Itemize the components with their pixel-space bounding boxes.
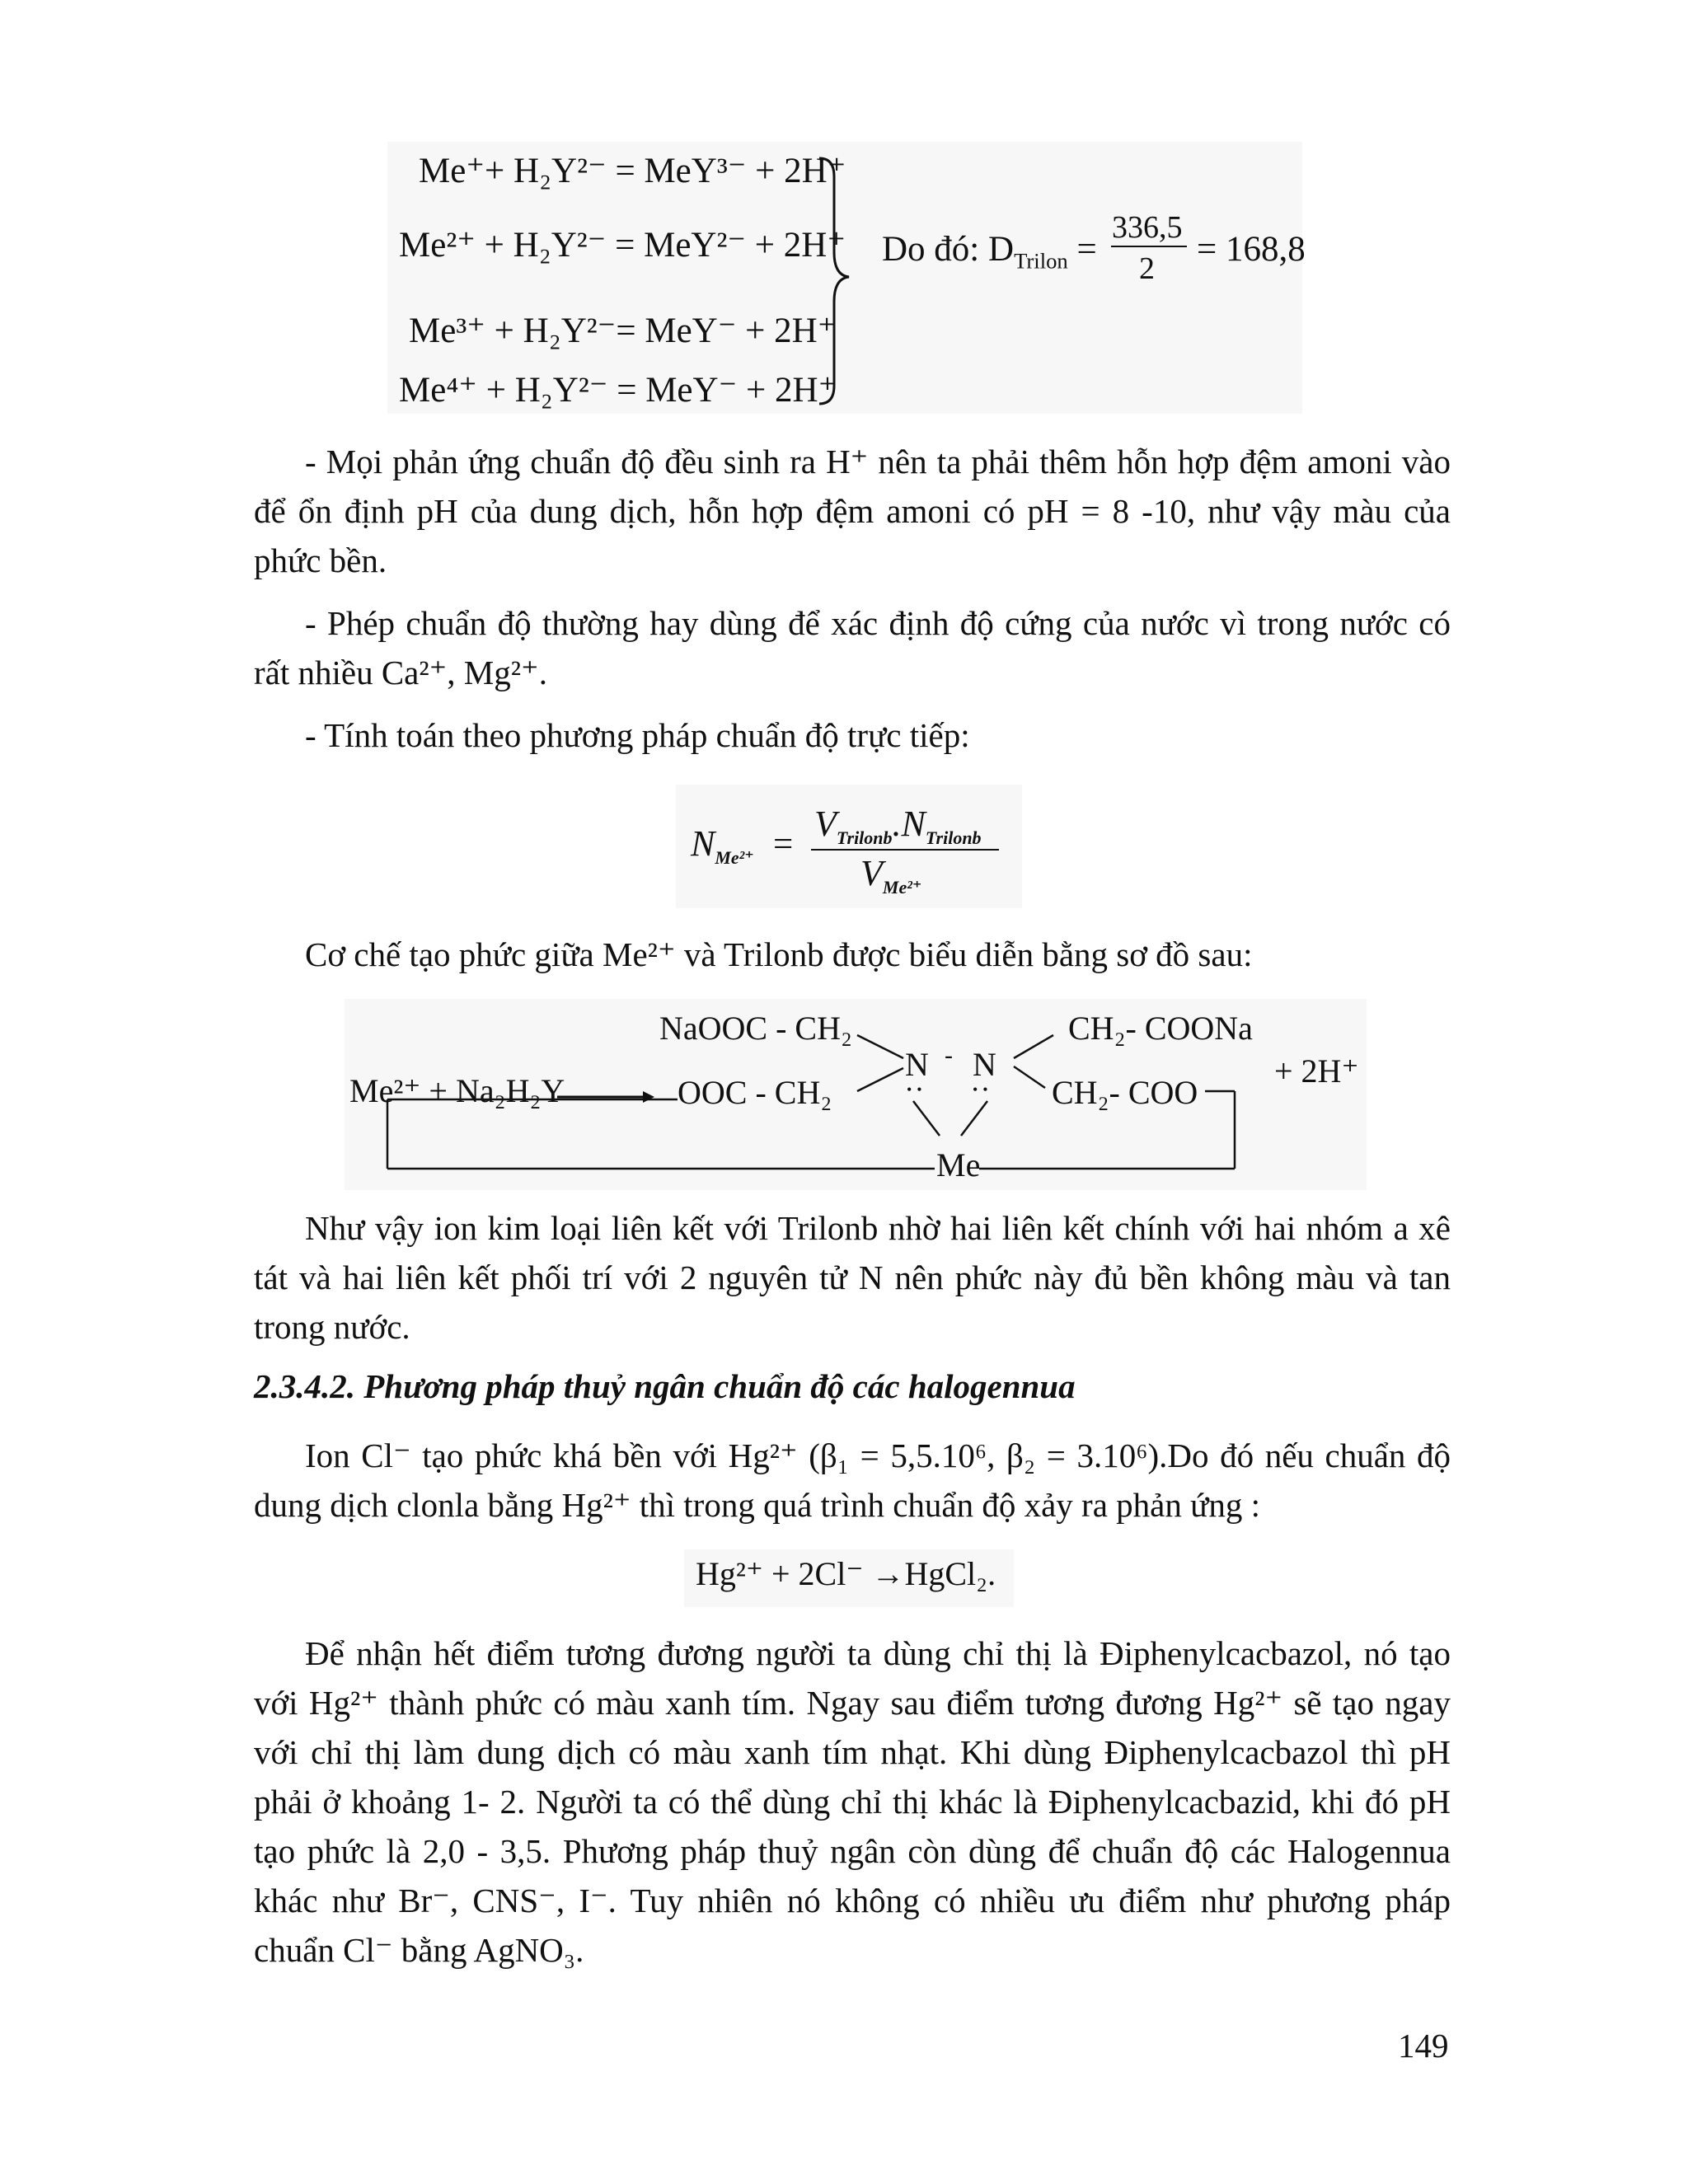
formula-lhs: $N_{Me^{2+}}$ bbox=[691, 823, 754, 868]
scheme-n-right: N bbox=[973, 1046, 996, 1083]
text-block-3 bbox=[254, 1203, 1451, 1352]
fraction-numerator: 336,5 bbox=[1112, 210, 1183, 245]
paragraph-chloride-ion: Ion Cl⁻ tạo phức khá bền với Hg²⁺ (β₁ = 5,5.10⁶, β₂ = 3.10⁶).Do đó nếu chuẩn độ dung dịch clonla bằng Hg²⁺ thì trong quá trình chuẩn độ xảy ra phản ứng : bbox=[254, 1436, 1451, 1524]
scheme-top-right: CH₂- COONa bbox=[1068, 1010, 1253, 1047]
equation-line-3: Me³⁺ + H₂Y²⁻= MeY⁻ + 2H⁺ bbox=[409, 312, 837, 350]
equation-line-1: Me⁺+ H₂Y²⁻ = MeY³⁻ + 2H⁺ bbox=[419, 152, 846, 190]
scheme-n-left: N bbox=[905, 1046, 929, 1083]
fraction-bar bbox=[1111, 246, 1187, 247]
formula-bar bbox=[811, 849, 999, 851]
paragraph-complex-stability: Như vậy ion kim loại liên kết với Trilonb nhờ hai liên kết chính với hai nhóm a xê tát và hai liên kết phối trí với 2 nguyên tử N nên phức này đủ bền không màu và tan trong nước. bbox=[254, 1209, 1451, 1346]
scheme-bonds bbox=[345, 999, 1367, 1190]
text-block-5 bbox=[254, 1629, 1451, 1975]
paragraph-buffer: - Mọi phản ứng chuẩn độ đều sinh ra H⁺ nên ta phải thêm hỗn hợp đệm amoni vào để ổn định pH của dung dịch, hỗn hợp đệm amoni có pH = 8 -10, như vậy màu của phức bền. bbox=[254, 443, 1451, 579]
scheme-dash: - bbox=[945, 1042, 953, 1069]
scheme-top-left: NaOOC - CH₂ bbox=[659, 1010, 852, 1047]
page-number: 149 bbox=[1398, 2027, 1449, 2064]
result-value: = 168,8 bbox=[1197, 230, 1306, 269]
formula-denominator: $V_{Me^{2+}}$ bbox=[860, 853, 922, 898]
equation-line-4: Me⁴⁺ + H₂Y²⁻ = MeY⁻ + 2H⁺ bbox=[399, 371, 837, 410]
paragraph-calculation: - Tính toán theo phương pháp chuẩn độ trực tiếp: bbox=[305, 716, 970, 754]
brace-icon bbox=[816, 153, 857, 409]
scheme-metal: Me bbox=[936, 1146, 981, 1183]
hg-reaction: Hg²⁺ + 2Cl⁻ →HgCl₂. bbox=[696, 1555, 996, 1592]
equation-line-2: Me²⁺ + H₂Y²⁻ = MeY²⁻ + 2H⁺ bbox=[399, 226, 846, 265]
text-block-2 bbox=[254, 930, 1451, 979]
section-heading: 2.3.4.2. Phương pháp thuỷ ngân chuẩn độ các halogennua bbox=[254, 1367, 1076, 1405]
conclusion-label: Do đó: $D_{Trilon}$ = bbox=[882, 230, 1097, 274]
fraction-denominator: 2 bbox=[1139, 251, 1155, 286]
formula-numerator: $V_{Trilonb}.N_{Trilonb}$ bbox=[814, 804, 982, 848]
text-block-4 bbox=[254, 1431, 1451, 1530]
scheme-bottom-right: CH₂- COO bbox=[1052, 1074, 1198, 1111]
lone-pair-left: •• bbox=[907, 1081, 927, 1098]
paragraph-hardness: - Phép chuẩn độ thường hay dùng để xác định độ cứng của nước vì trong nước có rất nhiều Ca²⁺, Mg²⁺. bbox=[254, 604, 1451, 691]
formula-equals: = bbox=[773, 825, 794, 864]
scheme-bottom-left: OOC - CH₂ bbox=[678, 1074, 832, 1111]
paragraph-mechanism: Cơ chế tạo phức giữa Me²⁺ và Trilonb được biểu diễn bằng sơ đồ sau: bbox=[305, 935, 1253, 973]
paragraph-indicator: Để nhận hết điểm tương đương người ta dùng chỉ thị là Điphenylcacbazol, nó tạo với Hg²⁺ thành phức có màu xanh tím. Ngay sau điểm tương đương Hg²⁺ sẽ tạo ngay với chỉ thị làm dung dịch có màu xanh tím nhạt. Khi dùng Điphenylcacbazol thì pH phải ở khoảng 1- 2. Người ta có thể dùng chỉ thị khác là Điphenylcacbazid, khi đó pH tạo phức là 2,0 - 3,5. Phương pháp thuỷ ngân còn dùng để chuẩn độ các Halogennua khác như Br⁻, CNS⁻, I⁻. Tuy nhiên nó không có nhiều ưu điểm như phương pháp chuẩn Cl⁻ bằng AgNO₃. bbox=[254, 1634, 1451, 1969]
scheme-reactants: Me²⁺ + Na₂H₂Y bbox=[349, 1072, 565, 1109]
lone-pair-right: •• bbox=[973, 1081, 993, 1098]
text-block-1 bbox=[254, 437, 1451, 760]
scheme-product-h: + 2H⁺ bbox=[1274, 1052, 1359, 1090]
